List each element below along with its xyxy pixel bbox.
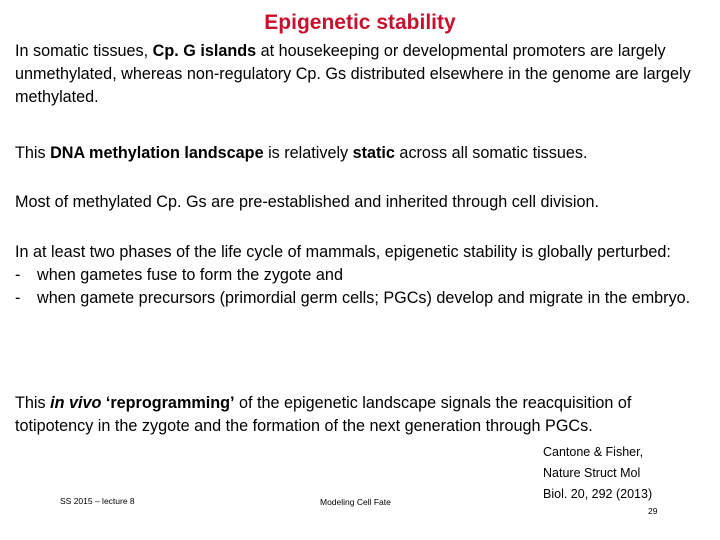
p5-bold-reprogramming: ‘reprogramming’ (101, 394, 235, 412)
page-number: 29 (648, 506, 658, 516)
citation (543, 442, 652, 505)
list-item (15, 287, 710, 310)
p2-bold-static: static (352, 144, 395, 162)
p5-text-2: of the epigenetic landscape signals the reacquisition of totipotency in the zygote and the formation of the next generation through PGCs. (15, 394, 632, 435)
paragraph-perturbation (15, 241, 710, 310)
p1-text-1: In somatic tissues, (15, 42, 153, 60)
p4-intro: In at least two phases of the life cycle of mammals, epigenetic stability is globally perturbed: (15, 243, 671, 261)
p2-text-1: This (15, 144, 51, 162)
p5-bold-italic-in-vivo: in vivo (50, 394, 102, 412)
list-item-text: when gametes fuse to form the zygote and (37, 266, 343, 284)
citation-line: Cantone & Fisher, (543, 445, 644, 459)
list-dash: - (15, 266, 21, 284)
paragraph-reprogramming (15, 392, 710, 438)
p1-text-2: at housekeeping or developmental promoters are largely unmethylated, whereas non-regulatory Cp. Gs distributed elsewhere in the genome are largely methylated. (15, 42, 691, 106)
list-item (15, 264, 710, 287)
p3-text: Most of methylated Cp. Gs are pre-established and inherited through cell division. (15, 193, 599, 211)
list-item-text: when gamete precursors (primordial germ cells; PGCs) develop and migrate in the embryo. (37, 289, 691, 307)
citation-line: Nature Struct Mol (543, 466, 641, 480)
paragraph-methylation-landscape (15, 142, 710, 165)
p2-text-3: across all somatic tissues. (394, 144, 588, 162)
paragraph-inherited-cpgs (15, 191, 710, 214)
list-dash: - (15, 289, 21, 307)
p2-text-2: is relatively (263, 144, 353, 162)
citation-line: Biol. 20, 292 (2013) (543, 487, 653, 501)
footer-course-label: Modeling Cell Fate (320, 497, 391, 507)
paragraph-cpg-islands (15, 40, 710, 109)
slide-title: Epigenetic stability (264, 11, 456, 34)
footer-lecture-label: SS 2015 – lecture 8 (60, 496, 135, 506)
p2-bold-landscape: DNA methylation landscape (50, 144, 264, 162)
p5-text-1: This (15, 394, 51, 412)
p1-bold-cpg-islands: Cp. G islands (152, 42, 257, 60)
